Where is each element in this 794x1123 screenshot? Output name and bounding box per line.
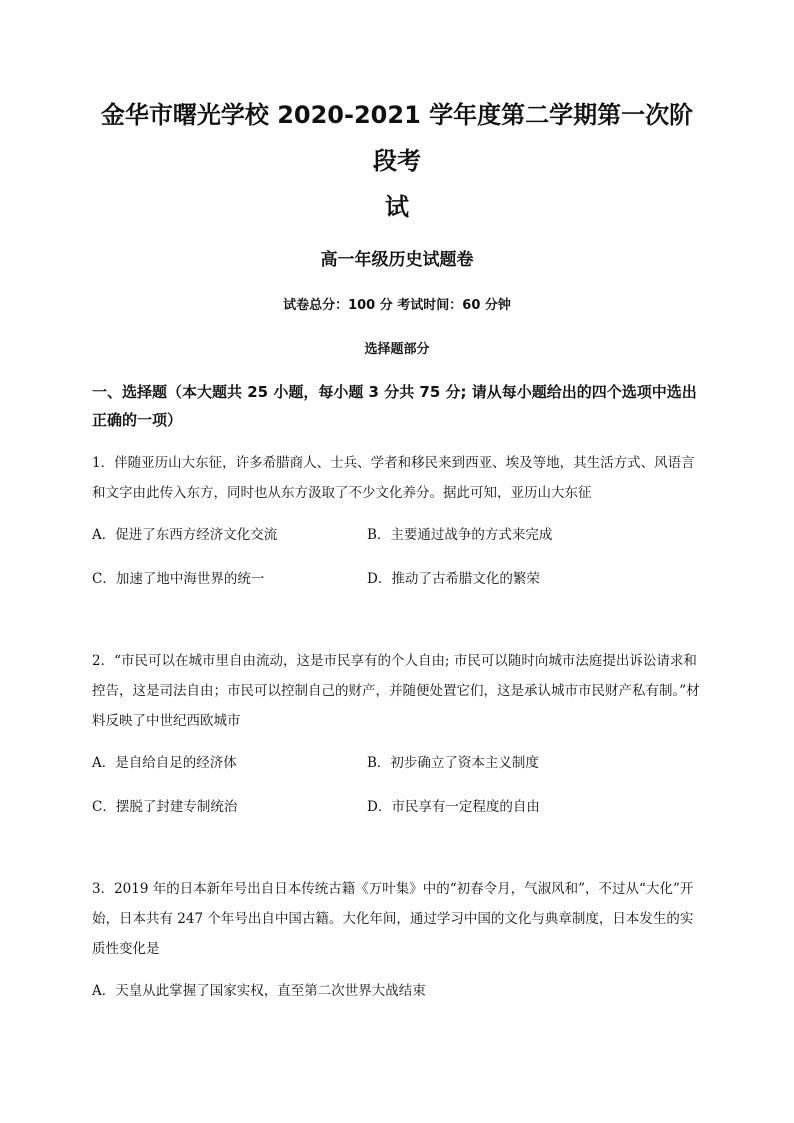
- question-stem: 1．伴随亚历山大东征，许多希腊商人、士兵、学者和移民来到西亚、埃及等地，其生活方式、风语言和文字由此传入东方，同时也从东方汲取了不少文化养分。据此可知，亚历山大东征: [92, 455, 695, 501]
- option-d: D．市民享有一定程度的自由: [367, 799, 540, 815]
- exam-page: [92, 92, 702, 1006]
- exam-title-line1: 金华市曙光学校 2020-2021 学年度第二学期第一次阶段考: [100, 101, 694, 175]
- option-c: C．摆脱了封建专制统治: [92, 799, 238, 815]
- option-b: B．主要通过战争的方式来完成: [367, 527, 553, 543]
- exam-meta: 试卷总分：100 分 考试时间：60 分钟: [283, 298, 511, 313]
- option-a: A．促进了东西方经济文化交流: [92, 527, 278, 543]
- question-1: [92, 448, 702, 594]
- question-options: [92, 520, 702, 594]
- question-2: [92, 646, 702, 822]
- question-options: [92, 976, 702, 1006]
- exam-title-line2: 试: [385, 193, 409, 221]
- section-heading: 选择题部分: [364, 342, 430, 357]
- option-a: A．是自给自足的经济体: [92, 755, 237, 771]
- spacer: [92, 594, 702, 632]
- option-a: A．天皇从此掌握了国家实权，直至第二次世界大战结束: [92, 983, 426, 999]
- question-stem: 2．“市民可以在城市里自由流动，这是市民享有的个人自由; 市民可以随时向城市法庭提出诉讼请求和控告，这是司法自由；市民可以控制自己的财产，并随便处置它们，这是承认城市市民财产私有制。”材料反映了中世纪西欧城市: [92, 653, 700, 729]
- option-c: C．加速了地中海世界的统一: [92, 571, 265, 587]
- exam-title: [92, 92, 702, 230]
- option-b: B．初步确立了资本主义制度: [367, 755, 539, 771]
- exam-subtitle: 高一年级历史试题卷: [320, 250, 474, 270]
- option-d: D．推动了古希腊文化的繁荣: [367, 571, 540, 587]
- question-stem: 3．2019 年的日本新年号出自日本传统古籍《万叶集》中的“初春令月，气淑风和”，不过从“大化”开始，日本共有 247 个年号出自中国古籍。大化年间，通过学习中国的文化与典章制度，日本发生的实质性变化是: [92, 881, 694, 957]
- question-options: [92, 748, 702, 822]
- question-3: [92, 874, 702, 1006]
- spacer: [92, 822, 702, 860]
- section-instruction: 一、选择题（本大题共 25 小题，每小题 3 分共 75 分; 请从每小题给出的四个选项中选出正确的一项）: [92, 383, 697, 429]
